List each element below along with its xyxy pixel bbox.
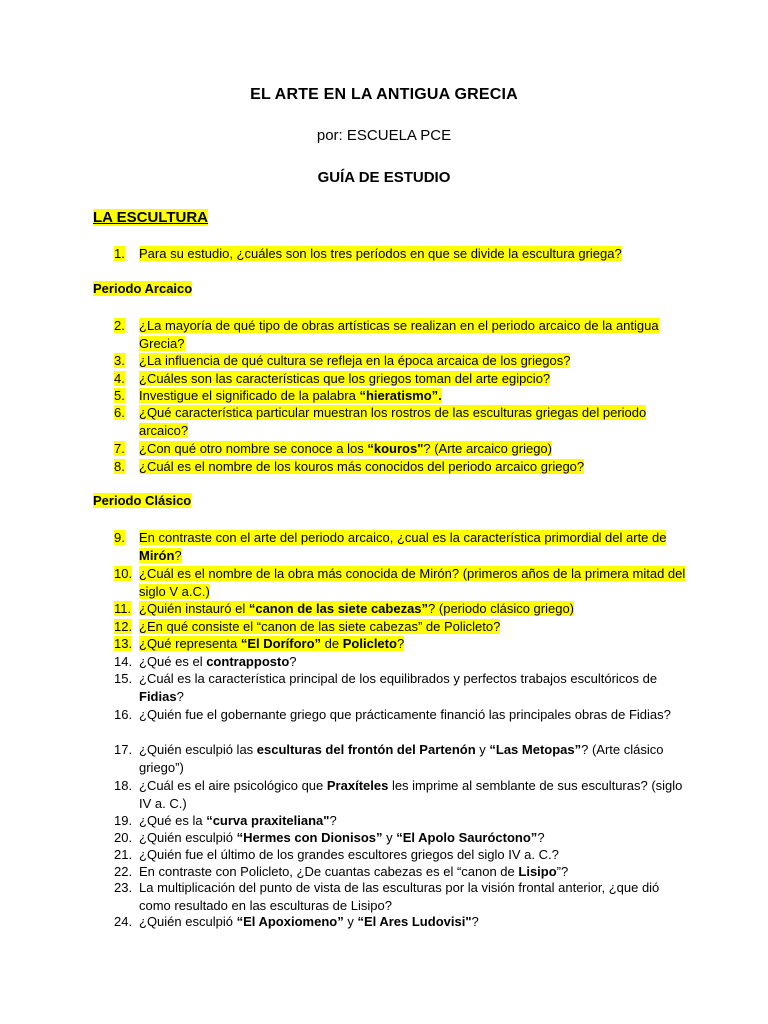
question-text: ¿En qué consiste el “canon de las siete cabezas” de Policleto? bbox=[139, 619, 501, 634]
question-item bbox=[114, 913, 694, 931]
question-item bbox=[114, 600, 694, 618]
question-number: 1. bbox=[114, 246, 125, 261]
question-item bbox=[114, 653, 694, 671]
question-text: ¿Cuál es el nombre de la obra más conocida de Mirón? (primeros años de la primera mitad del siglo V a.C.) bbox=[139, 566, 686, 599]
question-item bbox=[114, 670, 694, 705]
question-number: 12. bbox=[114, 619, 133, 634]
question-text: ¿Quién esculpió “El Apoxiomeno” y “El Ares Ludovisi"? bbox=[139, 914, 479, 929]
question-item bbox=[114, 706, 694, 724]
question-number: 13. bbox=[114, 636, 133, 651]
question-item bbox=[114, 618, 694, 636]
question-item bbox=[114, 440, 694, 458]
question-text: ¿Quién fue el gobernante griego que prácticamente financió las principales obras de Fidias? bbox=[139, 707, 671, 722]
question-text: ¿Qué es la “curva praxiteliana"? bbox=[139, 813, 337, 828]
question-text: ¿Con qué otro nombre se conoce a los “kouros"? (Arte arcaico griego) bbox=[139, 441, 552, 456]
question-item bbox=[114, 829, 694, 847]
question-text: En contraste con Policleto, ¿De cuantas cabezas es el “canon de Lisipo”? bbox=[139, 864, 569, 879]
question-text: ¿Cuál es la característica principal de los equilibrados y perfectos trabajos escultóricos de Fidias? bbox=[139, 671, 658, 704]
question-text: ¿Qué es el contrapposto? bbox=[139, 654, 297, 669]
question-text: ¿Quién esculpió las esculturas del frontón del Partenón y “Las Metopas”? (Arte clásico griego”) bbox=[139, 742, 664, 775]
question-item bbox=[114, 317, 694, 352]
question-number: 10. bbox=[114, 566, 133, 581]
subsection-title-clasico: Periodo Clásico bbox=[93, 493, 192, 508]
question-text: ¿Qué representa “El Doríforo” de Policleto? bbox=[139, 636, 405, 651]
question-text: ¿Cuál es el aire psicológico que Praxíteles les imprime al semblante de sus esculturas? (siglo IV a. C.) bbox=[139, 778, 683, 811]
question-number: 9. bbox=[114, 530, 125, 545]
question-number: 22. bbox=[114, 864, 133, 879]
question-text: La multiplicación del punto de vista de las esculturas por la visión frontal anterior, ¿que dió como resultado en las esculturas de Lisipo? bbox=[139, 880, 660, 913]
question-number: 2. bbox=[114, 318, 125, 333]
subsection-title-arcaico: Periodo Arcaico bbox=[93, 281, 193, 296]
question-text: ¿Quién esculpió “Hermes con Dionisos” y “El Apolo Sauróctono”? bbox=[139, 830, 545, 845]
question-number: 16. bbox=[114, 707, 133, 722]
question-item bbox=[114, 404, 694, 439]
question-number: 7. bbox=[114, 441, 125, 456]
question-item bbox=[114, 846, 694, 864]
question-text: ¿Cuáles son las características que los griegos toman del arte egipcio? bbox=[139, 371, 551, 386]
question-text: ¿Cuál es el nombre de los kouros más conocidos del periodo arcaico griego? bbox=[139, 459, 585, 474]
question-number: 3. bbox=[114, 353, 125, 368]
question-text: ¿Quién instauró el “canon de las siete cabezas”? (periodo clásico griego) bbox=[139, 601, 575, 616]
question-text: ¿La mayoría de qué tipo de obras artísticas se realizan en el periodo arcaico de la antigua Grecia? bbox=[139, 318, 659, 351]
question-item bbox=[114, 635, 694, 653]
question-text: ¿Qué característica particular muestran los rostros de las esculturas griegas del periodo arcaico? bbox=[139, 405, 647, 438]
question-number: 18. bbox=[114, 778, 133, 793]
question-number: 15. bbox=[114, 671, 133, 686]
guide-heading: GUÍA DE ESTUDIO bbox=[317, 169, 451, 186]
question-number: 24. bbox=[114, 914, 133, 929]
question-number: 6. bbox=[114, 405, 125, 420]
question-item bbox=[114, 370, 694, 388]
question-number: 21. bbox=[114, 847, 133, 862]
question-number: 8. bbox=[114, 459, 125, 474]
section-title: LA ESCULTURA bbox=[93, 209, 208, 226]
question-text: En contraste con el arte del periodo arcaico, ¿cual es la característica primordial del arte de Mirón? bbox=[139, 530, 667, 563]
question-number: 23. bbox=[114, 880, 133, 895]
question-number: 19. bbox=[114, 813, 133, 828]
question-number: 17. bbox=[114, 742, 133, 757]
question-item bbox=[114, 529, 694, 564]
question-text: Para su estudio, ¿cuáles son los tres períodos en que se divide la escultura griega? bbox=[139, 246, 622, 261]
question-item bbox=[114, 387, 694, 405]
question-number: 20. bbox=[114, 830, 133, 845]
question-item bbox=[114, 565, 694, 600]
question-number: 4. bbox=[114, 371, 125, 386]
question-number: 5. bbox=[114, 388, 125, 403]
document-title: EL ARTE EN LA ANTIGUA GRECIA bbox=[250, 86, 518, 103]
question-item bbox=[114, 245, 694, 263]
question-text: ¿La influencia de qué cultura se refleja en la época arcaica de los griegos? bbox=[139, 353, 571, 368]
question-item bbox=[114, 879, 694, 914]
question-item bbox=[114, 777, 694, 812]
question-text: ¿Quién fue el último de los grandes escultores griegos del siglo IV a. C.? bbox=[139, 847, 559, 862]
question-item bbox=[114, 863, 694, 881]
document-author: por: ESCUELA PCE bbox=[316, 127, 452, 144]
question-number: 11. bbox=[114, 601, 132, 616]
question-item bbox=[114, 458, 694, 476]
question-text: Investigue el significado de la palabra “hieratismo”. bbox=[139, 388, 442, 403]
question-item bbox=[114, 352, 694, 370]
question-item bbox=[114, 741, 694, 776]
question-number: 14. bbox=[114, 654, 133, 669]
question-item bbox=[114, 812, 694, 830]
